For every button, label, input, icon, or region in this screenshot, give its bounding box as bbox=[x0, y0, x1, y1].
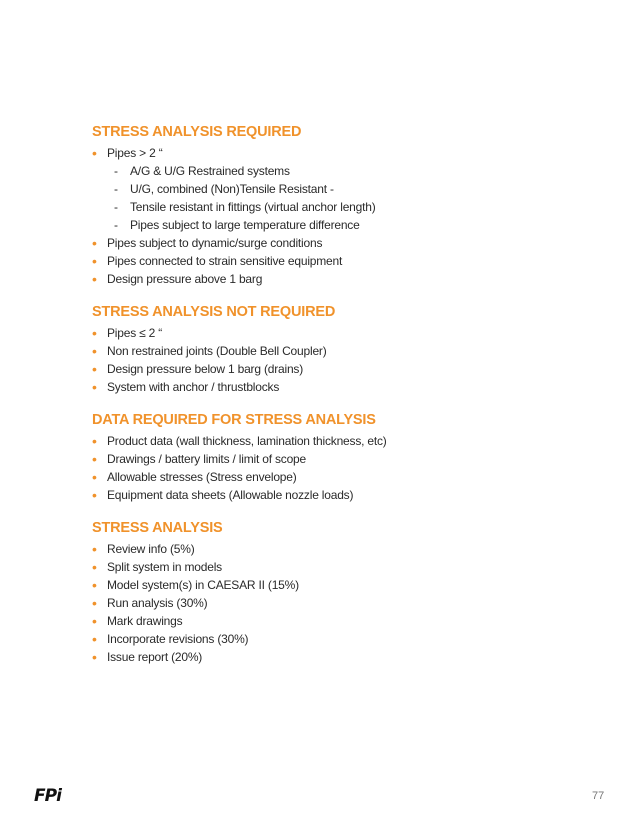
bullet-icon: • bbox=[92, 253, 97, 269]
list-item bbox=[92, 468, 592, 486]
sub-list-item bbox=[92, 162, 592, 180]
list-item-text: Review info (5%) bbox=[107, 542, 195, 556]
list-item-text: Product data (wall thickness, lamination thickness, etc) bbox=[107, 434, 387, 448]
dash-icon: - bbox=[114, 164, 118, 178]
section-heading: STRESS ANALYSIS NOT REQUIRED bbox=[92, 304, 336, 320]
bullet-icon: • bbox=[92, 613, 97, 629]
bullet-icon: • bbox=[92, 577, 97, 593]
sub-list-item bbox=[92, 180, 592, 198]
list-item-text: Run analysis (30%) bbox=[107, 596, 208, 610]
list-item-text: System with anchor / thrustblocks bbox=[107, 380, 280, 394]
list-item-text: Allowable stresses (Stress envelope) bbox=[107, 470, 297, 484]
list-item bbox=[92, 360, 592, 378]
list-item-text: Pipes connected to strain sensitive equipment bbox=[107, 254, 343, 268]
list-item-text: Equipment data sheets (Allowable nozzle loads) bbox=[107, 488, 354, 502]
list-item-text: Mark drawings bbox=[107, 614, 183, 628]
list-item bbox=[92, 594, 592, 612]
section bbox=[92, 302, 592, 396]
bullet-icon: • bbox=[92, 325, 97, 341]
list-item bbox=[92, 252, 592, 270]
list-item-text: Design pressure below 1 barg (drains) bbox=[107, 362, 304, 376]
bullet-icon: • bbox=[92, 631, 97, 647]
list-item bbox=[92, 612, 592, 630]
sub-list-item-text: Tensile resistant in fittings (virtual anchor length) bbox=[130, 200, 376, 214]
sub-list-item bbox=[92, 198, 592, 216]
list-item-text: Model system(s) in CAESAR II (15%) bbox=[107, 578, 299, 592]
list-item bbox=[92, 540, 592, 558]
bullet-icon: • bbox=[92, 361, 97, 377]
section-heading: DATA REQUIRED FOR STRESS ANALYSIS bbox=[92, 412, 376, 428]
section bbox=[92, 518, 592, 666]
list-item bbox=[92, 576, 592, 594]
list-item bbox=[92, 378, 592, 396]
list-item-text: Issue report (20%) bbox=[107, 650, 203, 664]
list-item bbox=[92, 324, 592, 342]
sub-list-item-text: A/G & U/G Restrained systems bbox=[130, 164, 290, 178]
bullet-icon: • bbox=[92, 145, 97, 161]
dash-icon: - bbox=[114, 182, 118, 196]
sub-list-item-text: Pipes subject to large temperature difference bbox=[130, 218, 360, 232]
bullet-icon: • bbox=[92, 235, 97, 251]
list-item bbox=[92, 648, 592, 666]
list-item bbox=[92, 630, 592, 648]
bullet-list bbox=[92, 540, 592, 666]
fpi-logo: FPi bbox=[34, 786, 61, 806]
list-item-text: Pipes ≤ 2 “ bbox=[107, 326, 163, 340]
list-item bbox=[92, 234, 592, 252]
list-item bbox=[92, 450, 592, 468]
content-area bbox=[92, 122, 592, 680]
list-item-text: Incorporate revisions (30%) bbox=[107, 632, 249, 646]
list-item bbox=[92, 432, 592, 450]
list-item-text: Design pressure above 1 barg bbox=[107, 272, 263, 286]
list-item-text: Pipes > 2 “ bbox=[107, 146, 163, 160]
dash-icon: - bbox=[114, 218, 118, 232]
list-item bbox=[92, 144, 592, 162]
sub-list-item bbox=[92, 216, 592, 234]
section-heading: STRESS ANALYSIS REQUIRED bbox=[92, 124, 302, 140]
bullet-icon: • bbox=[92, 451, 97, 467]
list-item bbox=[92, 270, 592, 288]
bullet-icon: • bbox=[92, 271, 97, 287]
section bbox=[92, 410, 592, 504]
list-item bbox=[92, 558, 592, 576]
list-item-text: Pipes subject to dynamic/surge conditions bbox=[107, 236, 323, 250]
bullet-icon: • bbox=[92, 469, 97, 485]
bullet-list bbox=[92, 144, 592, 288]
list-item bbox=[92, 342, 592, 360]
bullet-list bbox=[92, 324, 592, 396]
bullet-icon: • bbox=[92, 487, 97, 503]
list-item-text: Drawings / battery limits / limit of scope bbox=[107, 452, 306, 466]
bullet-icon: • bbox=[92, 649, 97, 665]
bullet-icon: • bbox=[92, 541, 97, 557]
page-number: 77 bbox=[592, 790, 605, 802]
section-heading: STRESS ANALYSIS bbox=[92, 520, 223, 536]
bullet-icon: • bbox=[92, 559, 97, 575]
list-item-text: Split system in models bbox=[107, 560, 222, 574]
dash-icon: - bbox=[114, 200, 118, 214]
sub-list-item-text: U/G, combined (Non)Tensile Resistant - bbox=[130, 182, 334, 196]
bullet-icon: • bbox=[92, 379, 97, 395]
list-item-text: Non restrained joints (Double Bell Coupler) bbox=[107, 344, 327, 358]
section bbox=[92, 122, 592, 288]
bullet-list bbox=[92, 432, 592, 504]
bullet-icon: • bbox=[92, 433, 97, 449]
bullet-icon: • bbox=[92, 343, 97, 359]
list-item bbox=[92, 486, 592, 504]
bullet-icon: • bbox=[92, 595, 97, 611]
